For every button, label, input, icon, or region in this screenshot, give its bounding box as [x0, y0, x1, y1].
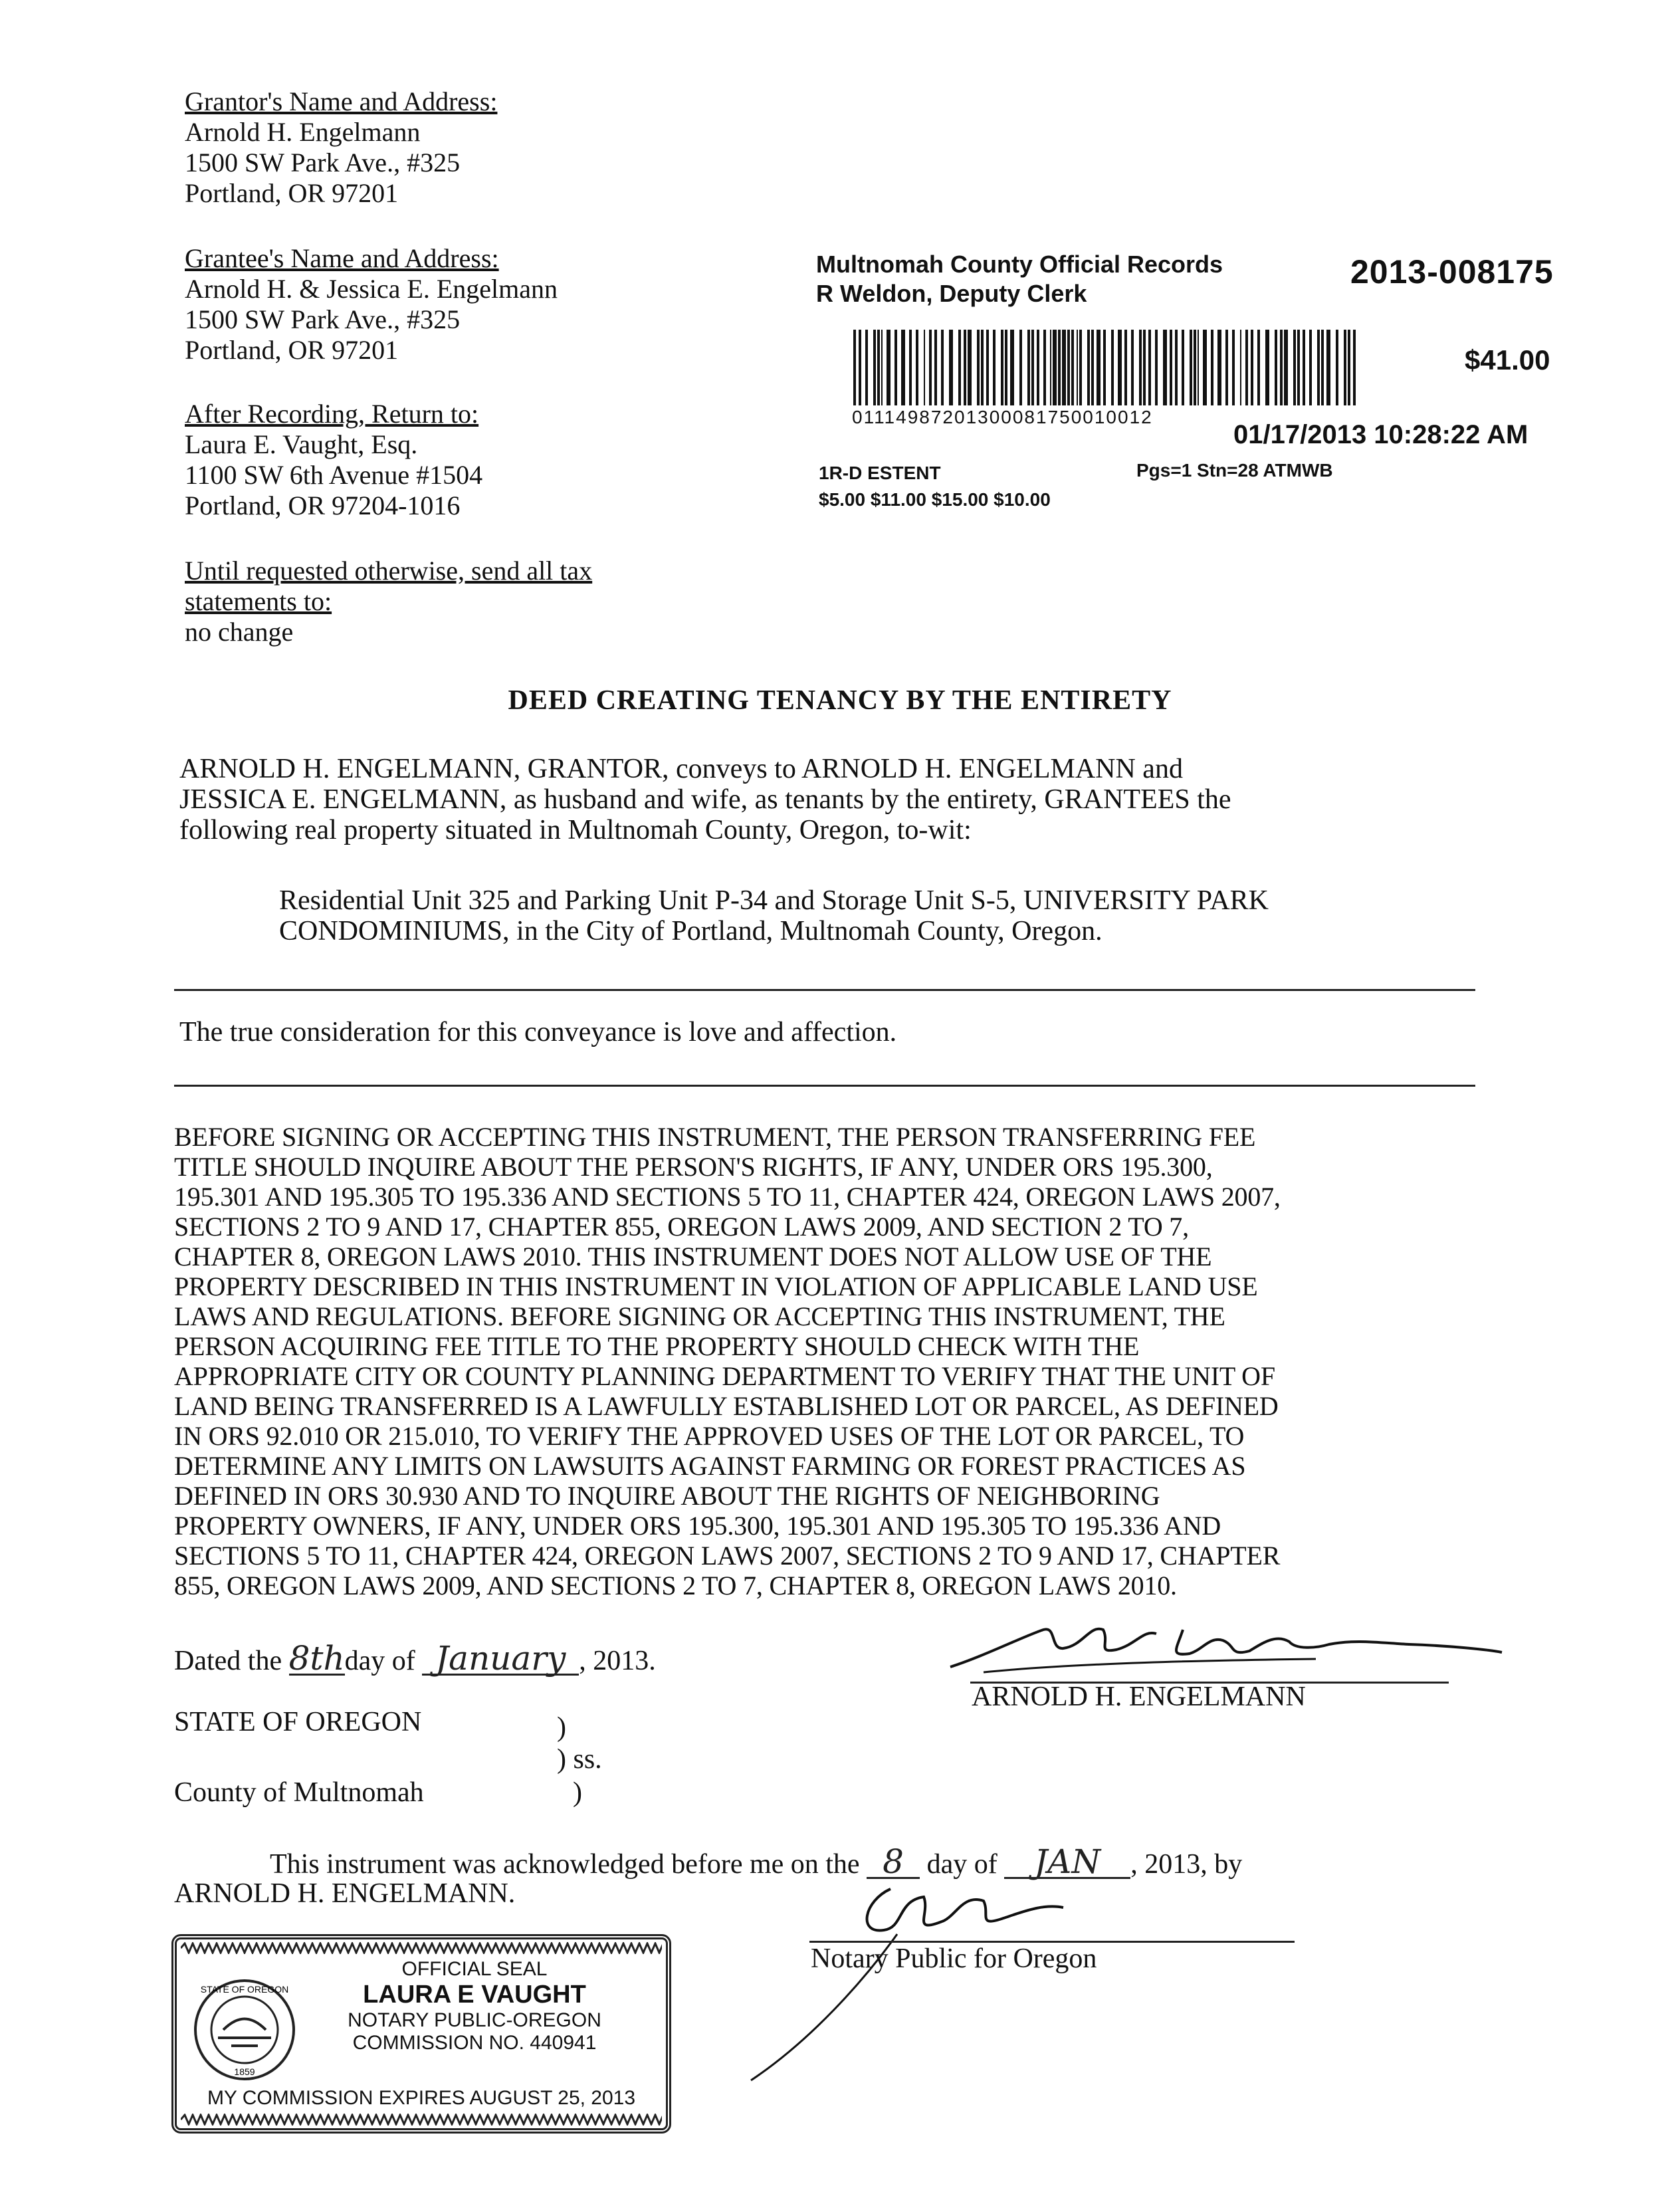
seal-name: LAURA E VAUGHT: [363, 1981, 586, 2009]
barcode-bar: [1297, 330, 1300, 405]
barcode-bar: [1071, 330, 1074, 405]
barcode-bar: [881, 330, 883, 405]
property-line: Residential Unit 325 and Parking Unit P-34 and Storage Unit S-5, UNIVERSITY PARK: [279, 885, 1269, 916]
conveyance-line: following real property situated in Multnomah County, Oregon, to-wit:: [179, 815, 972, 845]
barcode-bar: [1203, 330, 1207, 405]
legal-line: APPROPRIATE CITY OR COUNTY PLANNING DEPARTMENT TO VERIFY THAT THE UNIT OF: [174, 1361, 1275, 1391]
tax-heading: Until requested otherwise, send all tax: [185, 556, 593, 586]
legal-line: BEFORE SIGNING OR ACCEPTING THIS INSTRUMENT, THE PERSON TRANSFERRING FEE: [174, 1122, 1256, 1152]
grantor-signature: [944, 1610, 1509, 1683]
dated-mid: day of: [344, 1646, 415, 1676]
signer-name: ARNOLD H. ENGELMANN: [972, 1682, 1306, 1712]
barcode-bar: [1280, 330, 1283, 405]
barcode-bar: [1182, 330, 1184, 405]
divider: [174, 989, 1475, 991]
ack-month: JAN: [1004, 1846, 1130, 1879]
seal-line: NOTARY PUBLIC-OREGON: [348, 2009, 601, 2031]
grantee-block: [185, 243, 558, 366]
grantee-line: 1500 SW Park Ave., #325: [185, 304, 461, 334]
venue-county: County of Multnomah: [174, 1777, 424, 1808]
barcode-bar: [1143, 330, 1146, 405]
barcode-bar: [853, 330, 856, 405]
barcode-bar: [1062, 330, 1066, 405]
barcode-bar: [958, 330, 961, 405]
barcode-bar: [1058, 330, 1061, 405]
conveyance-line: JESSICA E. ENGELMANN, as husband and wife, as tenants by the entirety, GRANTEES the: [179, 784, 1231, 815]
barcode-bar: [1005, 330, 1007, 405]
barcode-bar: [894, 330, 897, 405]
barcode-bar: [1148, 330, 1151, 405]
barcode-bar: [859, 330, 861, 405]
venue-ss: ) ss.: [557, 1744, 602, 1775]
seal-border-pattern: [181, 1942, 662, 1954]
legal-line: TITLE SHOULD INQUIRE ABOUT THE PERSON'S RIGHTS, IF ANY, UNDER ORS 195.300,: [174, 1152, 1213, 1182]
barcode-bar: [1232, 330, 1235, 405]
grantor-line: Portland, OR 97201: [185, 178, 399, 208]
seal-border-pattern: [181, 2114, 662, 2126]
barcode-bar: [1336, 330, 1338, 405]
ack-name: ARNOLD H. ENGELMANN.: [174, 1878, 516, 1909]
grantor-line: Arnold H. Engelmann: [185, 117, 421, 147]
barcode-bar: [1087, 330, 1090, 405]
barcode-bar: [1353, 330, 1356, 405]
barcode-bar: [1163, 330, 1167, 405]
barcode-bar: [1131, 330, 1134, 405]
notary-seal: [171, 1934, 671, 2134]
barcode-bar: [1303, 330, 1305, 405]
legal-line: DETERMINE ANY LIMITS ON LAWSUITS AGAINST FARMING OR FOREST PRACTICES AS: [174, 1451, 1246, 1481]
emblem-year: 1859: [234, 2066, 255, 2077]
recording-code: 1R-D ESTENT: [819, 463, 941, 483]
dated-day: 8th: [288, 1639, 345, 1678]
barcode-bar: [877, 330, 880, 405]
grantor-block: [185, 86, 497, 209]
conveyance-paragraph: [179, 754, 1231, 845]
recording-number: 2013-008175: [1350, 253, 1554, 290]
barcode-bar: [1217, 330, 1221, 405]
emblem-text: STATE OF OREGON: [200, 1984, 289, 1995]
barcode-bar: [1067, 330, 1070, 405]
conveyance-line: ARNOLD H. ENGELMANN, GRANTOR, conveys to ARNOLD H. ENGELMANN and: [179, 754, 1183, 784]
barcode-bar: [1019, 330, 1022, 405]
recording-office: [816, 250, 1223, 308]
recording-clerk: R Weldon, Deputy Clerk: [816, 280, 1087, 307]
ack-day: 8: [867, 1846, 920, 1879]
barcode-bar: [1027, 330, 1030, 405]
barcode-bar: [1293, 330, 1296, 405]
ack-suffix: , 2013, by: [1130, 1849, 1243, 1880]
barcode-bar: [1155, 330, 1158, 405]
barcode-bar: [1251, 330, 1253, 405]
barcode-bar: [1031, 330, 1034, 405]
barcode-bar: [968, 330, 972, 405]
ack-mid: day of: [926, 1849, 998, 1880]
venue-paren: ): [557, 1712, 566, 1743]
grantor-heading: Grantor's Name and Address:: [185, 86, 498, 116]
barcode-bar: [1077, 330, 1078, 405]
barcode-bar: [1103, 330, 1106, 405]
barcode-bar: [887, 330, 891, 405]
return-to-heading: After Recording, Return to:: [185, 399, 479, 429]
grantee-line: Arnold H. & Jessica E. Engelmann: [185, 274, 558, 304]
barcode-bar: [1240, 330, 1241, 405]
barcode-bar: [1139, 330, 1142, 405]
return-to-line: 1100 SW 6th Avenue #1504: [185, 460, 483, 490]
legal-notice: [174, 1122, 1477, 1600]
barcode-bar: [1245, 330, 1248, 405]
notary-signature-line: [809, 1941, 1295, 1943]
barcode-bar: [1321, 330, 1324, 405]
document-title: DEED CREATING TENANCY BY THE ENTIRETY: [508, 685, 1172, 716]
tax-block: [185, 556, 592, 647]
barcode-bar: [941, 330, 944, 405]
venue-paren: ): [573, 1777, 582, 1808]
barcode-bar: [929, 330, 932, 405]
seal-line: OFFICIAL SEAL: [401, 1958, 548, 1980]
barcode-bar: [1190, 330, 1192, 405]
barcode-bar: [901, 330, 905, 405]
barcode-bar: [949, 330, 953, 405]
recording-datetime: 01/17/2013 10:28:22 AM: [1233, 420, 1528, 449]
barcode-bar: [1050, 330, 1051, 405]
recording-amount: $41.00: [1465, 344, 1550, 376]
legal-line: PROPERTY DESCRIBED IN THIS INSTRUMENT IN VIOLATION OF APPLICABLE LAND USE: [174, 1271, 1258, 1301]
legal-line: LAND BEING TRANSFERRED IS A LAWFULLY ESTABLISHED LOT OR PARCEL, AS DEFINED: [174, 1391, 1279, 1421]
barcode-bar: [1037, 330, 1039, 405]
barcode-bar: [1124, 330, 1127, 405]
barcode-bar: [934, 330, 937, 405]
barcode-bar: [1175, 330, 1178, 405]
barcode-bar: [916, 330, 918, 405]
ack-prefix: This instrument was acknowledged before me on the: [270, 1849, 860, 1880]
tax-value: no change: [185, 617, 294, 647]
barcode-bar: [1010, 330, 1014, 405]
divider: [174, 1085, 1475, 1087]
barcode-bar: [1284, 330, 1288, 405]
barcode-bar: [909, 330, 912, 405]
return-to-line: Laura E. Vaught, Esq.: [185, 429, 418, 459]
grantee-line: Portland, OR 97201: [185, 335, 399, 365]
property-line: CONDOMINIUMS, in the City of Portland, Multnomah County, Oregon.: [279, 916, 1102, 946]
barcode-bar: [1043, 330, 1046, 405]
barcode-bar: [1211, 330, 1213, 405]
barcode-bar: [1265, 330, 1269, 405]
grantee-heading: Grantee's Name and Address:: [185, 243, 499, 273]
barcode-bar: [977, 330, 980, 405]
seal-text: [290, 1958, 659, 2054]
notary-signature: [731, 1874, 1209, 2087]
barcode-bar: [1275, 330, 1277, 405]
barcode: [851, 330, 1364, 405]
legal-line: SECTIONS 2 TO 9 AND 17, CHAPTER 855, OREGON LAWS 2009, AND SECTION 2 TO 7,: [174, 1212, 1189, 1242]
barcode-bar: [924, 330, 925, 405]
grantor-line: 1500 SW Park Ave., #325: [185, 148, 461, 177]
legal-line: LAWS AND REGULATIONS. BEFORE SIGNING OR ACCEPTING THIS INSTRUMENT, THE: [174, 1301, 1225, 1331]
legal-line: IN ORS 92.010 OR 215.010, TO VERIFY THE APPROVED USES OF THE LOT OR PARCEL, TO: [174, 1421, 1245, 1451]
barcode-bar: [1001, 330, 1003, 405]
legal-line: PROPERTY OWNERS, IF ANY, UNDER ORS 195.300, 195.301 AND 195.305 TO 195.336 AND: [174, 1511, 1221, 1541]
legal-line: 855, OREGON LAWS 2009, AND SECTIONS 2 TO 7, CHAPTER 8, OREGON LAWS 2010.: [174, 1571, 1177, 1600]
recording-pages: Pgs=1 Stn=28 ATMWB: [1136, 460, 1333, 481]
dated-prefix: Dated the: [174, 1646, 282, 1676]
legal-line: PERSON ACQUIRING FEE TITLE TO THE PROPERTY SHOULD CHECK WITH THE: [174, 1331, 1140, 1361]
barcode-bar: [1111, 330, 1114, 405]
barcode-bar: [1091, 330, 1094, 405]
barcode-bar: [1317, 330, 1320, 405]
barcode-bar: [1344, 330, 1346, 405]
barcode-bar: [1198, 330, 1199, 405]
dated-month: January: [422, 1643, 579, 1676]
barcode-bar: [1257, 330, 1260, 405]
barcode-bar: [1053, 330, 1057, 405]
legal-line: DEFINED IN ORS 30.930 AND TO INQUIRE ABOUT THE RIGHTS OF NEIGHBORING: [174, 1481, 1160, 1511]
barcode-bar: [1348, 330, 1350, 405]
venue-state: STATE OF OREGON: [174, 1707, 422, 1737]
barcode-bar: [1170, 330, 1172, 405]
dated-suffix: , 2013.: [579, 1646, 656, 1676]
seal-line: COMMISSION NO. 440941: [352, 2032, 597, 2054]
legal-line: 195.301 AND 195.305 TO 195.336 AND SECTIONS 5 TO 11, CHAPTER 424, OREGON LAWS 2007,: [174, 1182, 1281, 1212]
barcode-bar: [1079, 330, 1082, 405]
property-description: [279, 885, 1269, 946]
barcode-bar: [1097, 330, 1101, 405]
barcode-bar: [1326, 330, 1330, 405]
recording-fees: $5.00 $11.00 $15.00 $10.00: [819, 489, 1051, 510]
legal-line: CHAPTER 8, OREGON LAWS 2010. THIS INSTRUMENT DOES NOT ALLOW USE OF THE: [174, 1242, 1212, 1271]
barcode-bar: [865, 330, 868, 405]
barcode-bar: [1225, 330, 1228, 405]
barcode-bar: [873, 330, 876, 405]
consideration-statement: The true consideration for this conveyance is love and affection.: [179, 1017, 897, 1047]
barcode-bar: [1118, 330, 1122, 405]
barcode-bar: [1309, 330, 1312, 405]
notary-line: Notary Public for Oregon: [811, 1943, 1097, 1974]
barcode-bar: [1194, 330, 1196, 405]
barcode-bar: [964, 330, 966, 405]
legal-line: SECTIONS 5 TO 11, CHAPTER 424, OREGON LAWS 2007, SECTIONS 2 TO 9 AND 17, CHAPTER: [174, 1541, 1281, 1571]
return-to-line: Portland, OR 97204-1016: [185, 491, 461, 520]
return-to-block: [185, 399, 482, 521]
barcode-bar: [993, 330, 996, 405]
barcode-number: 01114987201300081750010012: [852, 407, 1153, 427]
seal-expiration: MY COMMISSION EXPIRES AUGUST 25, 2013: [207, 2087, 636, 2109]
tax-heading-2: statements to:: [185, 586, 332, 616]
oregon-state-emblem: [191, 1977, 298, 2083]
recording-office-name: Multnomah County Official Records: [816, 251, 1223, 278]
barcode-bar: [981, 330, 984, 405]
barcode-bar: [986, 330, 989, 405]
dated-line: [174, 1639, 656, 1678]
